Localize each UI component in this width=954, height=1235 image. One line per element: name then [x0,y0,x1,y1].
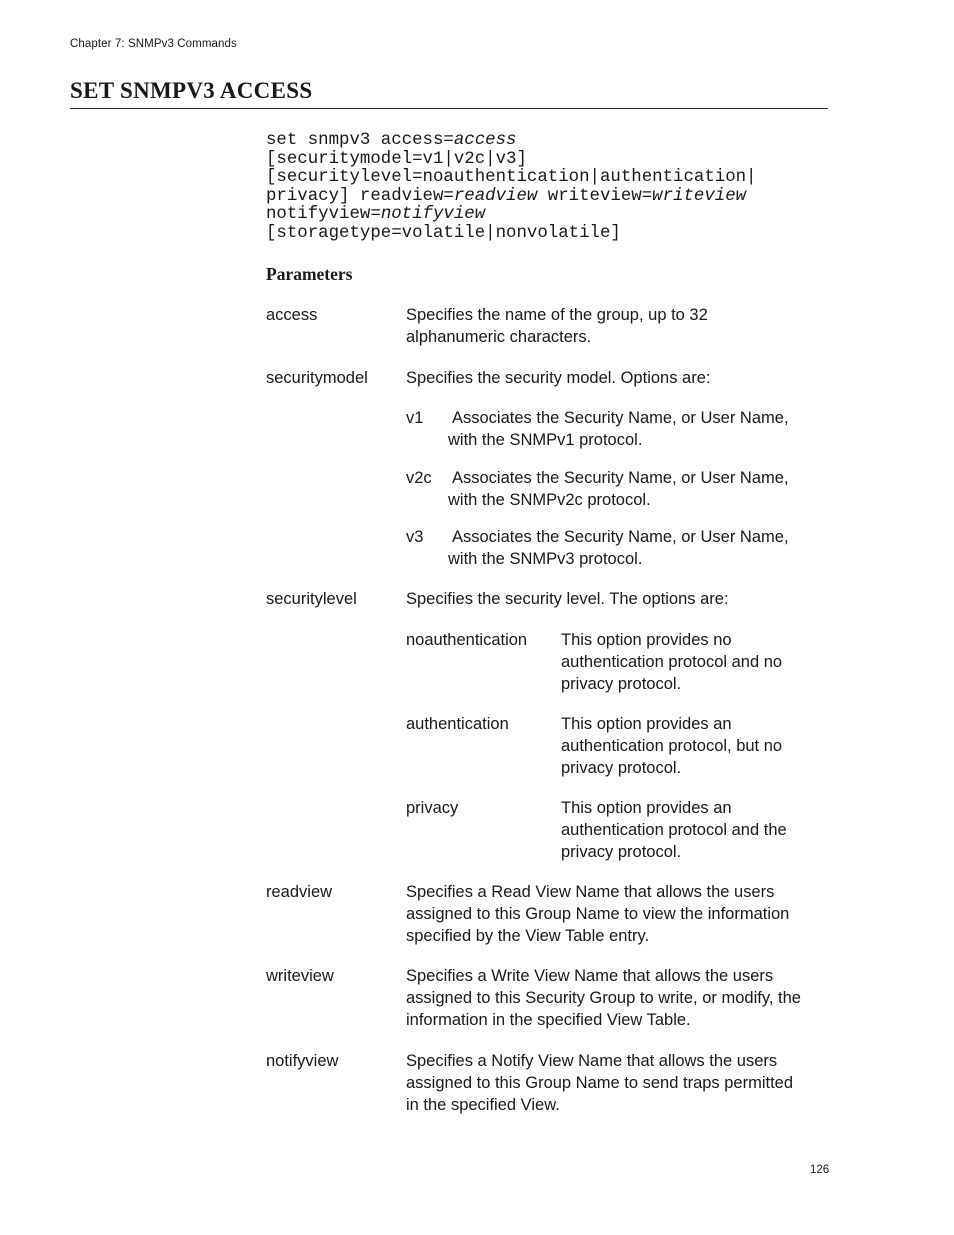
desc-line: authentication protocol and no [561,653,783,671]
desc-line: Specifies a Notify View Name that allows the users [406,1052,778,1070]
page-number: 126 [810,1164,830,1176]
section-title: SET SNMPV3 ACCESS [70,78,313,103]
desc-line: specified by the View Table entry. [406,927,650,945]
option-code-v1: v1 [406,409,424,427]
desc-line: with the SNMPv1 protocol. [448,431,643,449]
syntax-text: notifyview= [266,205,381,225]
param-term-notifyview: notifyview [266,1052,339,1070]
desc-line: privacy protocol. [561,843,682,861]
syntax-arg: writeview [652,186,747,206]
level-name-noauthentication: noauthentication [406,631,528,649]
desc-line: in the specified View. [406,1096,560,1114]
level-desc-noauthentication [561,629,826,695]
desc-line: Associates the Security Name, or User Name, [452,528,789,546]
parameters-heading: Parameters [266,264,353,284]
desc-line: This option provides an [561,715,732,733]
syntax-arg: notifyview [380,205,486,225]
syntax-arg: readview [453,186,538,206]
desc-line: This option provides an [561,799,732,817]
param-desc-readview [406,881,828,947]
desc-line: authentication protocol, but no [561,737,783,755]
param-term-securitylevel: securitylevel [266,590,357,608]
desc-line: with the SNMPv2c protocol. [448,491,651,509]
desc-line: information in the specified View Table. [406,1011,691,1029]
desc-line: Specifies a Read View Name that allows the users [406,883,775,901]
level-name-authentication: authentication [406,715,509,733]
desc-line: authentication protocol and the [561,821,787,839]
param-desc-notifyview [406,1050,828,1116]
param-term-securitymodel: securitymodel [266,369,368,387]
desc-line: assigned to this Security Group to write, or modify, the [406,989,801,1007]
param-desc-securitylevel: Specifies the security level. The options are: [406,590,729,608]
syntax-line-6: [storagetype=volatile|nonvolatile] [266,223,621,243]
title-divider [70,108,828,109]
option-code-v2c: v2c [406,469,432,487]
desc-line: assigned to this Group Name to view the information [406,905,790,923]
desc-line: Specifies the name of the group, up to 32 [406,306,708,324]
param-term-access: access [266,306,318,324]
desc-line: privacy protocol. [561,675,682,693]
level-desc-authentication [561,713,826,779]
param-term-writeview: writeview [266,967,334,985]
command-syntax [266,132,757,244]
syntax-text: privacy] readview= [266,186,454,206]
param-desc-writeview [406,965,828,1031]
option-desc-v3 [448,526,828,570]
option-code-v3: v3 [406,528,424,546]
running-header: Chapter 7: SNMPv3 Commands [70,38,237,50]
desc-line: Associates the Security Name, or User Name, [452,469,789,487]
desc-line: assigned to this Group Name to send traps permitted [406,1074,794,1092]
desc-line: privacy protocol. [561,759,682,777]
syntax-line-3: [securitylevel=noauthentication|authentication| [266,168,757,188]
desc-line: This option provides no [561,631,732,649]
param-term-readview: readview [266,883,333,901]
param-desc-access [406,304,828,348]
syntax-arg: access [453,131,517,150]
desc-line: with the SNMPv3 protocol. [448,550,643,568]
syntax-line-5 [266,206,757,225]
syntax-line-2: [securitymodel=v1|v2c|v3] [266,149,527,169]
option-desc-v2c [448,467,828,511]
option-desc-v1 [448,407,828,451]
syntax-line-1 [266,132,757,151]
desc-line: Specifies a Write View Name that allows the users [406,967,774,985]
syntax-text: set snmpv3 access= [266,131,454,150]
level-name-privacy: privacy [406,799,459,817]
desc-line: alphanumeric characters. [406,328,592,346]
param-desc-securitymodel: Specifies the security model. Options are: [406,369,711,387]
syntax-text: writeview= [537,186,653,206]
level-desc-privacy [561,797,826,863]
desc-line: Associates the Security Name, or User Name, [452,409,789,427]
syntax-line-4 [266,188,757,207]
